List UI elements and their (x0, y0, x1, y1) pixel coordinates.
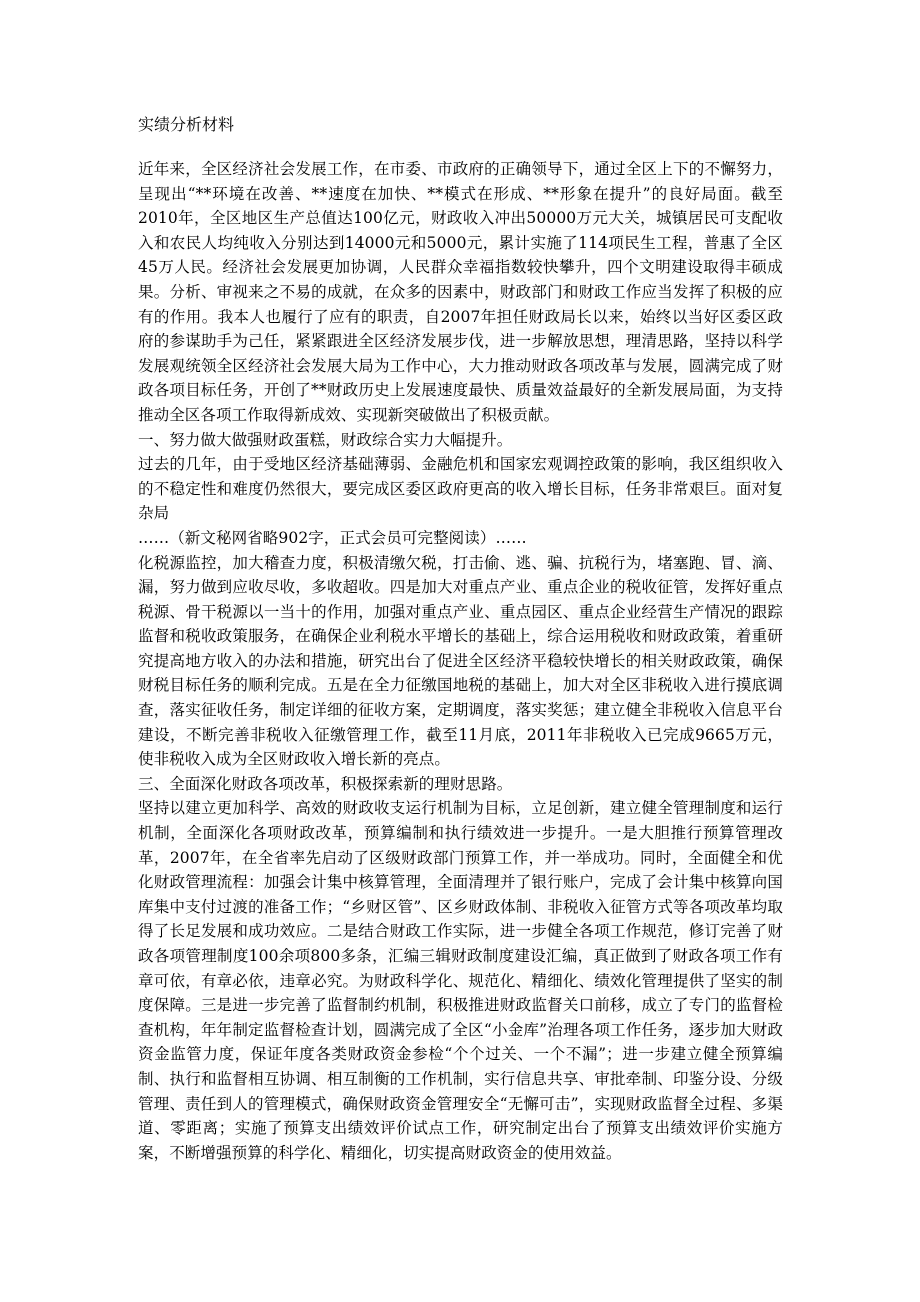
section-1-paragraph: 过去的几年，由于受地区经济基础薄弱、金融危机和国家宏观调控政策的影响，我区组织收入的不稳定性和难度仍然很大，要完成区委区政府更高的收入增长目标，任务非常艰巨。面对复杂局 (138, 455, 783, 523)
section-3-paragraph: 坚持以建立更加科学、高效的财政收支运行机制为目标，立足创新，建立健全管理制度和运行机制，全面深化各项财政改革，预算编制和执行绩效进一步提升。一是大胆推行预算管理改革，2007年，在全省率先启动了区级财政部门预算工作，并一举成功。同时，全面健全和优化财政管理流程：加强会计集中核算管理，全面清理并了银行账户，完成了会计集中核算向国库集中支付过渡的准备工作；“乡财区管”、区乡财政体制、非税收入征管方式等各项改革均取得了长足发展和成功效应。二是结合财政工作实际，进一步健全各项工作规范，修订完善了财政各项管理制度100余项800多条，汇编三辑财政制度建设汇编，真正做到了财政各项工作有章可依，有章必依，违章必究。为财政科学化、规范化、精细化、绩效化管理提供了坚实的制度保障。三是进一步完善了监督制约机制，积极推进财政监督关口前移，成立了专门的监督检查机构，年年制定监督检查计划，圆满完成了全区“小金库”治理各项工作任务，逐步加大财政资金监管力度，保证年度各类财政资金参检“个个过关、一个不漏”；进一步建立健全预算编制、执行和监督相互协调、相互制衡的工作机制，实行信息共享、审批牵制、印鉴分设、分级管理、责任到人的管理模式，确保财政资金管理安全“无懈可击”，实现财政监督全过程、多渠道、零距离；实施了预算支出绩效评价试点工作，研究制定出台了预算支出绩效评价实施方案，不断增强预算的科学化、精细化，切实提高财政资金的使用效益。 (138, 799, 783, 1162)
document-body (138, 157, 783, 1165)
section-heading-3: 三、全面深化财政各项改革，积极探索新的理财思路。 (138, 774, 513, 793)
section-heading-1: 一、努力做大做强财政蛋糕，财政综合实力大幅提升。 (138, 430, 513, 449)
continued-paragraph: 化税源监控，加大稽查力度，积极清缴欠税，打击偷、逃、骗、抗税行为，堵塞跑、冒、滴、漏，努力做到应收尽收，多收超收。四是加大对重点产业、重点企业的税收征管，发挥好重点税源、骨干税源以一当十的作用，加强对重点产业、重点园区、重点企业经营生产情况的跟踪监督和税收政策服务，在确保企业利税水平增长的基础上，综合运用税收和财政政策，着重研究提高地方收入的办法和措施，研究出台了促进全区经济平稳较快增长的相关财政政策，确保财税目标任务的顺利完成。五是在全力征缴国地税的基础上，加大对全区非税收入进行摸底调查，落实征收任务，制定详细的征收方案，定期调度，落实奖惩；建立健全非税收入信息平台建设，不断完善非税收入征缴管理工作，截至11月底，2011年非税收入已完成9665万元，使非税收入成为全区财政收入增长新的亮点。 (138, 553, 783, 769)
intro-paragraph: 近年来，全区经济社会发展工作，在市委、市政府的正确领导下，通过全区上下的不懈努力，呈现出“**环境在改善、**速度在加快、**模式在形成、**形象在提升”的良好局面。截至2010年，全区地区生产总值达100亿元，财政收入冲出50000万元大关，城镇居民可支配收入和农民人均纯收入分别达到14000元和5000元，累计实施了114项民生工程，普惠了全区45万人民。经济社会发展更加协调，人民群众幸福指数较快攀升，四个文明建设取得丰硕成果。分析、审视来之不易的成就，在众多的因素中，财政部门和财政工作应当发挥了积极的应有的作用。我本人也履行了应有的职责，自2007年担任财政局长以来，始终以当好区委区政府的参谋助手为己任，紧紧跟进全区经济发展步伐，进一步解放思想，理清思路，坚持以科学发展观统领全区经济社会发展大局为工作中心，大力推动财政各项改革与发展，圆满完成了财政各项目标任务，开创了**财政历史上发展速度最快、质量效益最好的全新发展局面，为支持推动全区各项工作取得新成效、实现新突破做出了积极贡献。 (138, 160, 783, 424)
omission-notice: ……（新文秘网省略902字，正式会员可完整阅读）…… (138, 528, 527, 547)
document-title: 实绩分析材料 (138, 115, 235, 134)
